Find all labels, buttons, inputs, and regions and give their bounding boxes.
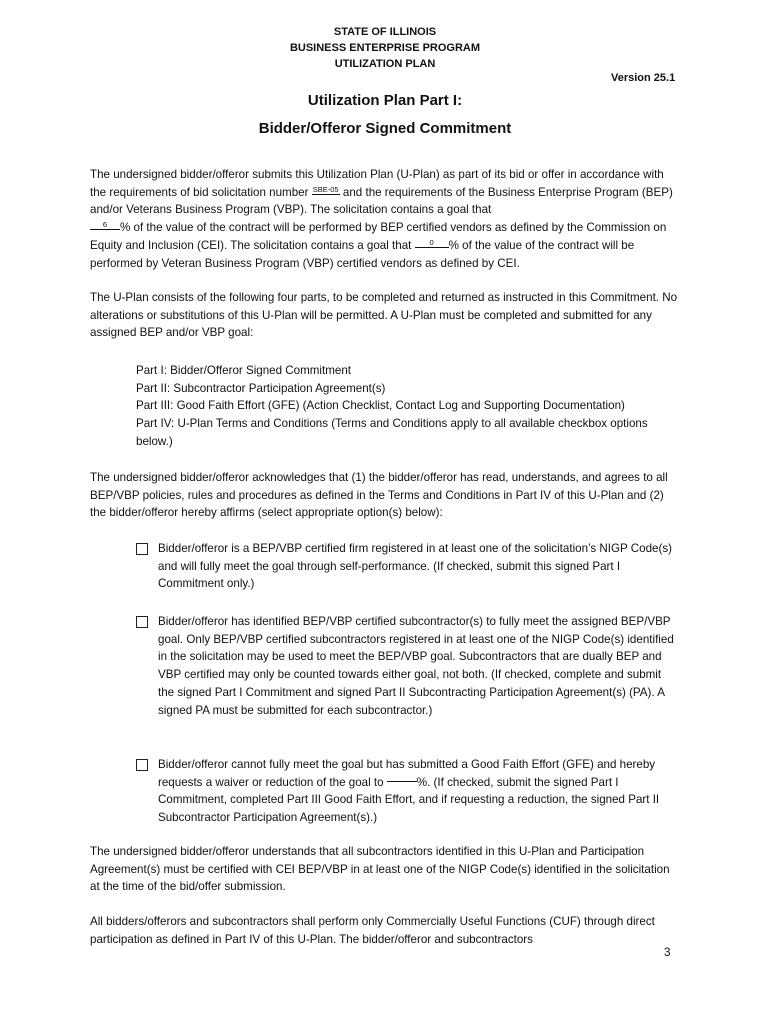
solicitation-number-field[interactable]: SBE-05: [312, 184, 339, 194]
list-item: Part I: Bidder/Offeror Signed Commitment: [136, 364, 351, 377]
header-program: BUSINESS ENTERPRISE PROGRAM: [289, 42, 481, 54]
intro-text-b: and the requirements of the Business Enterprise Program (BEP) and/or Veterans Business Program (VBP). The solicitation contains a goal that: [90, 185, 673, 217]
intro-paragraph: [90, 166, 680, 272]
good-faith-effort-checkbox[interactable]: [136, 759, 148, 771]
list-item: Part III: Good Faith Effort (GFE) (Action Checklist, Contact Log and Supporting Documentation): [136, 399, 625, 413]
part-subtitle: Bidder/Offeror Signed Commitment: [258, 120, 512, 137]
cuf-paragraph: All bidders/offerors and subcontractors shall perform only Commercially Useful Functions (CUF) through direct participation as defined in Part IV of this U-Plan. The bidder/offeror and subcontractors: [90, 915, 655, 946]
parts-intro-paragraph: The U-Plan consists of the following four parts, to be completed and returned as instructed in this Commitment. No alterations or substitutions of this U-Plan will be permitted. A U-Plan must be completed and submitted for any assigned BEP and/or VBP goal:: [90, 291, 678, 340]
bep-goal-field[interactable]: 6: [90, 220, 120, 230]
subcontractors-checkbox[interactable]: [136, 616, 148, 628]
good-faith-effort-text: [158, 756, 680, 827]
gfe-text-a: Bidder/offeror cannot fully meet the goal but has submitted a Good Faith Effort (GFE) and hereby requests a waiver or reduction of the goal to: [158, 758, 656, 789]
page-number: 3: [664, 946, 671, 959]
document-header: [0, 24, 770, 72]
vbp-goal-field[interactable]: 0: [415, 238, 449, 248]
parts-list: [136, 362, 682, 451]
gfe-text-b: %. (If checked, submit the signed Part I Commitment, completed Part III Good Faith Effort, and if requesting a reduction, the signed Part II Subcontractor Participation Agreement(s).): [158, 775, 660, 825]
intro-text-c: % of the value of the contract will be performed by BEP certified vendors as defined by the Commission on Equity and Inclusion (CEI). The solicitation contains a goal that: [90, 221, 667, 252]
list-item: Part IV: U-Plan Terms and Conditions (Terms and Conditions apply to all available checkbox options below.): [136, 417, 648, 448]
certification-paragraph: The undersigned bidder/offeror understands that all subcontractors identified in this U-Plan and Participation Agreement(s) must be certified with CEI BEP/VBP in at least one of the NIGP Code(s) identified in the solicitation at the time of the bid/offer submission.: [90, 845, 670, 894]
self-performance-text: Bidder/offeror is a BEP/VBP certified firm registered in at least one of the solicitation’s NIGP Code(s) and will fully meet the goal through self-performance. (If checked, submit this signed Part I Commitment only.): [158, 542, 673, 591]
header-plan: UTILIZATION PLAN: [334, 58, 436, 70]
intro-text-d: % of the value of the contract will be performed by Veteran Business Program (VBP) certified vendors as defined by CEI.: [90, 238, 635, 270]
list-item: Part II: Subcontractor Participation Agreement(s): [136, 381, 386, 395]
version-label: Version 25.1: [611, 72, 676, 84]
acknowledgement-paragraph: The undersigned bidder/offeror acknowledges that (1) the bidder/offeror has read, understands, and agrees to all BEP/VBP policies, rules and procedures as defined in the Terms and Conditions in Part IV of this U-Plan and (2) the bidder/offeror hereby affirms (select appropriate option(s) below):: [90, 471, 668, 520]
gfe-goal-field[interactable]: [387, 781, 417, 782]
intro-text-a: The undersigned bidder/offeror submits this Utilization Plan (U-Plan) as part of its bid or offer in accordance with the requirements of bid solicitation number: [90, 168, 664, 199]
subcontractors-text: Bidder/offeror has identified BEP/VBP certified subcontractor(s) to fully meet the assigned BEP/VBP goal. Only BEP/VBP certified subcontractors registered in at least one of the NIGP Code(s) identified in the solicitation may be used to meet the BEP/VBP goal. Subcontractors that are dually BEP and VBP certified may only be counted towards either goal, not both. (If checked, complete and submit the signed Part I Commitment and signed Part II Subcontracting Participation Agreement(s) (PA). A signed PA must be submitted for each subcontractor.): [158, 615, 674, 717]
part-title: Utilization Plan Part I:: [307, 92, 463, 109]
header-state: STATE OF ILLINOIS: [333, 26, 437, 38]
self-performance-checkbox[interactable]: [136, 543, 148, 555]
